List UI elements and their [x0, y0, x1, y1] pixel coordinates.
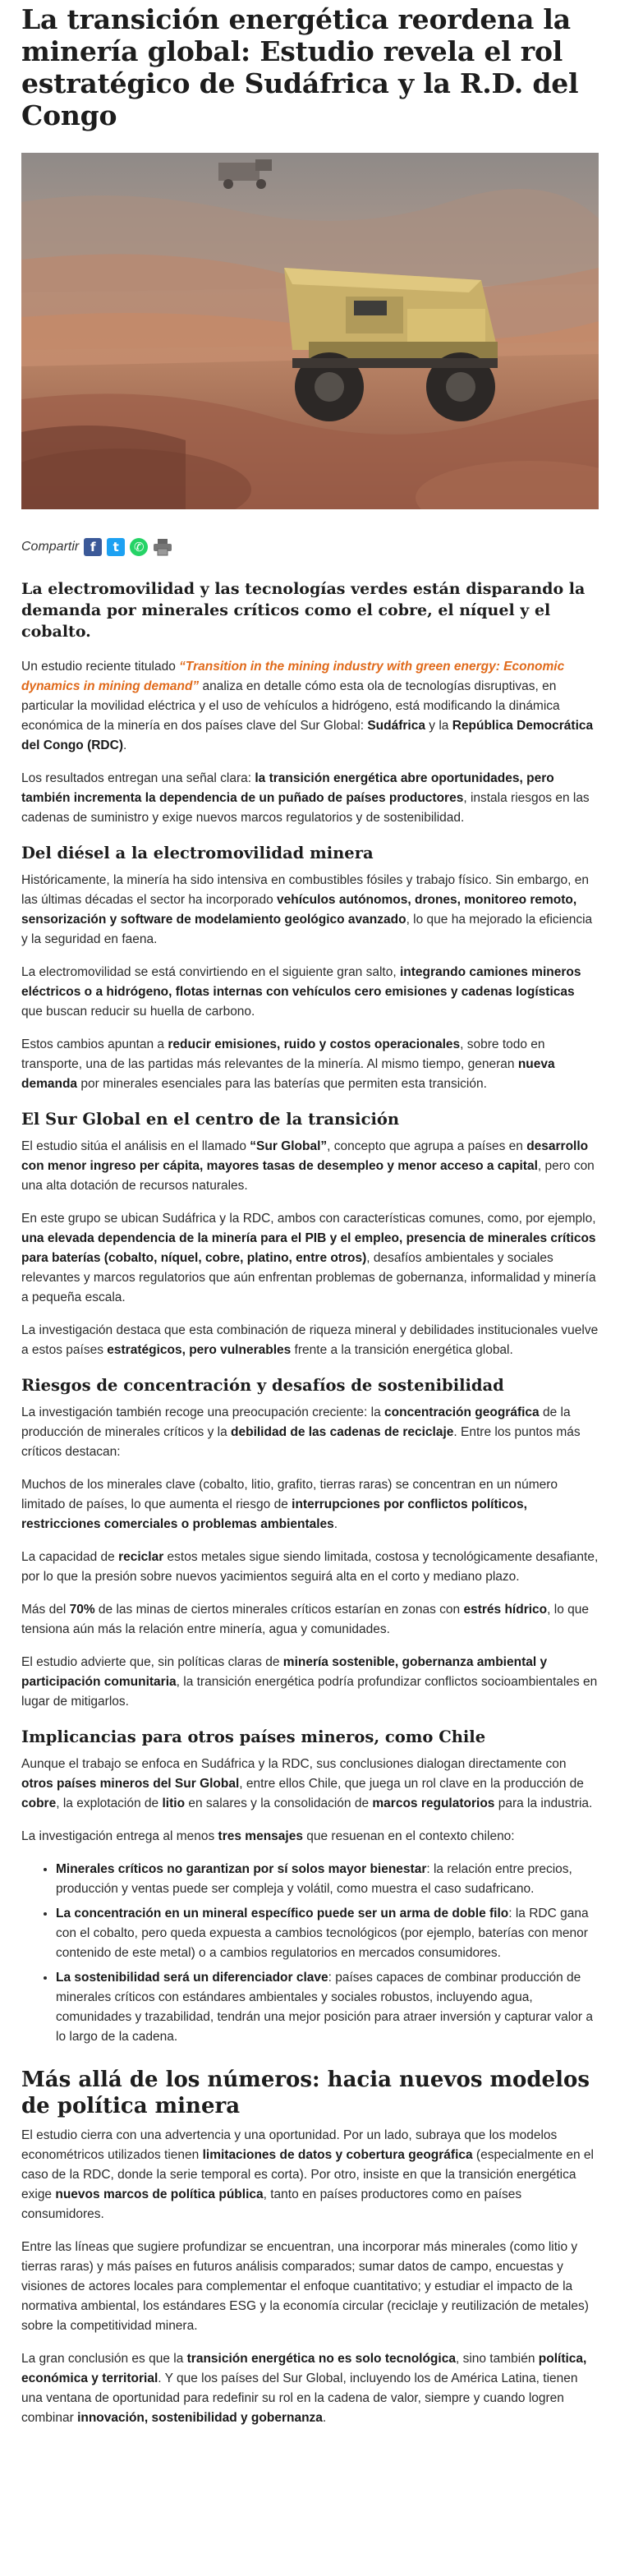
s1-paragraph-2: La electromovilidad se está convirtiendo en el siguiente gran salto, integrando camiones mineros eléctricos o a hidrógeno, flotas internas con vehículos cero emisiones y cadenas logísticas que buscan reducir su huella de carbono. — [21, 965, 581, 1019]
mining-truck-photo — [21, 153, 599, 509]
section-heading-politica: Más allá de los números: hacia nuevos modelos de política minera — [21, 2068, 590, 2118]
s1-paragraph-3: Estos cambios apuntan a reducir emisiones, ruido y costos operacionales, sobre todo en transporte, una de las partidas más relevantes de la minería. Al mismo tiempo, generan nueva demanda por minerales esenciales para las baterías que permiten esta transición. — [21, 1037, 555, 1091]
s5-paragraph-3: La gran conclusión es que la transición energética no es solo tecnológica, sino también política, económica y territorial. Y que los países del Sur Global, incluyendo los de América Latina, tienen una ventana de oportunidad para redefinir su rol en la cadena de valor, siempre y cuando logren combinar innovación, sostenibilidad y gobernanza. — [21, 2352, 587, 2425]
share-bar — [21, 534, 599, 560]
s2-paragraph-2: En este grupo se ubican Sudáfrica y la RDC, ambos con características comunes, como, por ejemplo, una elevada dependencia de la minería para el PIB y el empleo, presencia de minerales críticos para baterías (cobalto, níquel, cobre, platino, entre otros), desafíos ambientales y sociales relevantes y marcos regulatorios que aún enfrentan problemas de gobernanza, informalidad y minería a pequeña escala. — [21, 1212, 596, 1304]
list-item: • La sostenibilidad será un diferenciador clave: países capaces de combinar producción de minerales críticos con estándares ambientales y sociales robustos, incluyendo agua, comunidades y trazabilidad, tendrán una mejor posición para atraer inversión y capturar valor a lo largo de la cadena. — [56, 1968, 599, 2047]
s3-paragraph-2: Muchos de los minerales clave (cobalto, litio, grafito, tierras raras) se concentran en un número limitado de países, lo que aumenta el riesgo de interrupciones por conflictos políticos, restricciones comerciales o problemas ambientales. — [21, 1478, 558, 1531]
s2-paragraph-3: La investigación destaca que esta combinación de riqueza mineral y debilidades institucionales vuelve a estos países estratégicos, pero vulnerables frente a la transición energética global. — [21, 1323, 599, 1357]
chile-messages-list — [21, 1860, 599, 2047]
intro-paragraph-1: Un estudio reciente titulado “Transition in the mining industry with green energy: Economic dynamics in mining demand” analiza en detalle cómo esta ola de tecnologías disruptivas, en particular la movilidad eléctrica y el uso de vehículos a hidrógeno, está modificando la dinámica económica de la minería en dos países clave del Sur Global: Sudáfrica y la República Democrática del Congo (RDC). — [21, 660, 594, 752]
whatsapp-icon[interactable]: ✆ — [130, 538, 148, 556]
s2-paragraph-1: El estudio sitúa el análisis en el llamado “Sur Global”, concepto que agrupa a países en desarrollo con menor ingreso per cápita, mayores tasas de desempleo y menor acceso a capital, pero con una alta dotación de recursos naturales. — [21, 1139, 595, 1193]
list-item: • Minerales críticos no garantizan por sí solos mayor bienestar: la relación entre precios, producción y ventas puede ser compleja y volátil, como muestra el caso sudafricano. — [56, 1860, 599, 1899]
s1-paragraph-1: Históricamente, la minería ha sido intensiva en combustibles fósiles y trabajo físico. Sin embargo, en las últimas décadas el sector ha incorporado vehículos autónomos, drones, monitoreo remoto, sensorización y software de modelamiento geológico avanzado, lo que ha mejorado la eficiencia y la seguridad en faena. — [21, 873, 593, 946]
section-heading-chile: Implicancias para otros países mineros, como Chile — [21, 1727, 486, 1746]
s3-paragraph-5: El estudio advierte que, sin políticas claras de minería sostenible, gobernanza ambiental y participación comunitaria, la transición energética podría profundizar conflictos socioambientales en lugar de mitigarlos. — [21, 1655, 598, 1709]
article-lead: La electromovilidad y las tecnologías verdes están disparando la demanda por minerales críticos como el cobre, el níquel y el cobalto. — [21, 580, 586, 641]
hero-image — [21, 153, 599, 509]
s5-paragraph-1: El estudio cierra con una advertencia y una oportunidad. Por un lado, subraya que los modelos econométricos utilizados tienen limitaciones de datos y cobertura geográfica (especialmente en el caso de la RDC, donde la serie temporal es corta). Por otro, insiste en que la transición energética exige nuevos marcos de política pública, tanto en países productores como en países consumidores. — [21, 2128, 594, 2221]
twitter-icon[interactable]: t — [107, 538, 125, 556]
s3-paragraph-3: La capacidad de reciclar estos metales sigue siendo limitada, costosa y tecnológicamente desafiante, por lo que la presión sobre nuevos yacimientos seguirá alta en el corto y mediano plazo. — [21, 1550, 599, 1584]
section-heading-riesgos: Riesgos de concentración y desafíos de sostenibilidad — [21, 1376, 504, 1395]
share-label: Compartir — [21, 540, 80, 554]
s4-paragraph-1: Aunque el trabajo se enfoca en Sudáfrica y la RDC, sus conclusiones dialogan directamente con otros países mineros del Sur Global, entre ellos Chile, que juega un rol clave en la producción de cobre, la explotación de litio en salares y la consolidación de marcos regulatorios para la industria. — [21, 1757, 593, 1810]
s4-paragraph-2: La investigación entrega al menos tres mensajes que resuenan en el contexto chileno: — [21, 1829, 515, 1843]
s5-paragraph-2: Entre las líneas que sugiere profundizar se encuentran, una incorporar más minerales (como litio y tierras raras) y más países en futuros análisis comparados; sumar datos de campo, encuestas y visiones de actores locales para complementar el enfoque cuantitativo; y estudiar el impacto de la normativa ambiental, los estándares ESG y la economía circular (reciclaje y reutilización de metales) sobre la competitividad minera. — [21, 2240, 589, 2333]
print-icon[interactable] — [153, 538, 172, 556]
study-link[interactable]: “Transition in the mining industry with green energy: Economic dynamics in mining demand” — [21, 660, 565, 693]
facebook-icon[interactable]: f — [84, 538, 102, 556]
article-title: La transición energética reordena la minería global: Estudio revela el rol estratégico de Sudáfrica y la R.D. del Congo — [21, 3, 579, 131]
intro-paragraph-2: Los resultados entregan una señal clara: la transición energética abre oportunidades, pero también incrementa la dependencia de un puñado de países productores, instala riesgos en las cadenas de suministro y exige nuevos marcos regulatorios y de sostenibilidad. — [21, 771, 590, 825]
list-item: • La concentración en un mineral específico puede ser un arma de doble filo: la RDC gana con el cobalto, pero queda expuesta a cambios tecnológicos (por ejemplo, baterías con menor contenido de este metal) o a cambios regulatorios en mercados consumidores. — [56, 1904, 599, 1963]
section-heading-sur-global: El Sur Global en el centro de la transición — [21, 1110, 400, 1129]
s3-paragraph-4: Más del 70% de las minas de ciertos minerales críticos estarían en zonas con estrés hídrico, lo que tensiona aún más la relación entre minería, agua y comunidades. — [21, 1603, 589, 1636]
section-heading-diesel: Del diésel a la electromovilidad minera — [21, 844, 374, 862]
s3-paragraph-1: La investigación también recoge una preocupación creciente: la concentración geográfica de la producción de minerales críticos y la debilidad de las cadenas de reciclaje. Entre los puntos más críticos destacan: — [21, 1405, 581, 1459]
